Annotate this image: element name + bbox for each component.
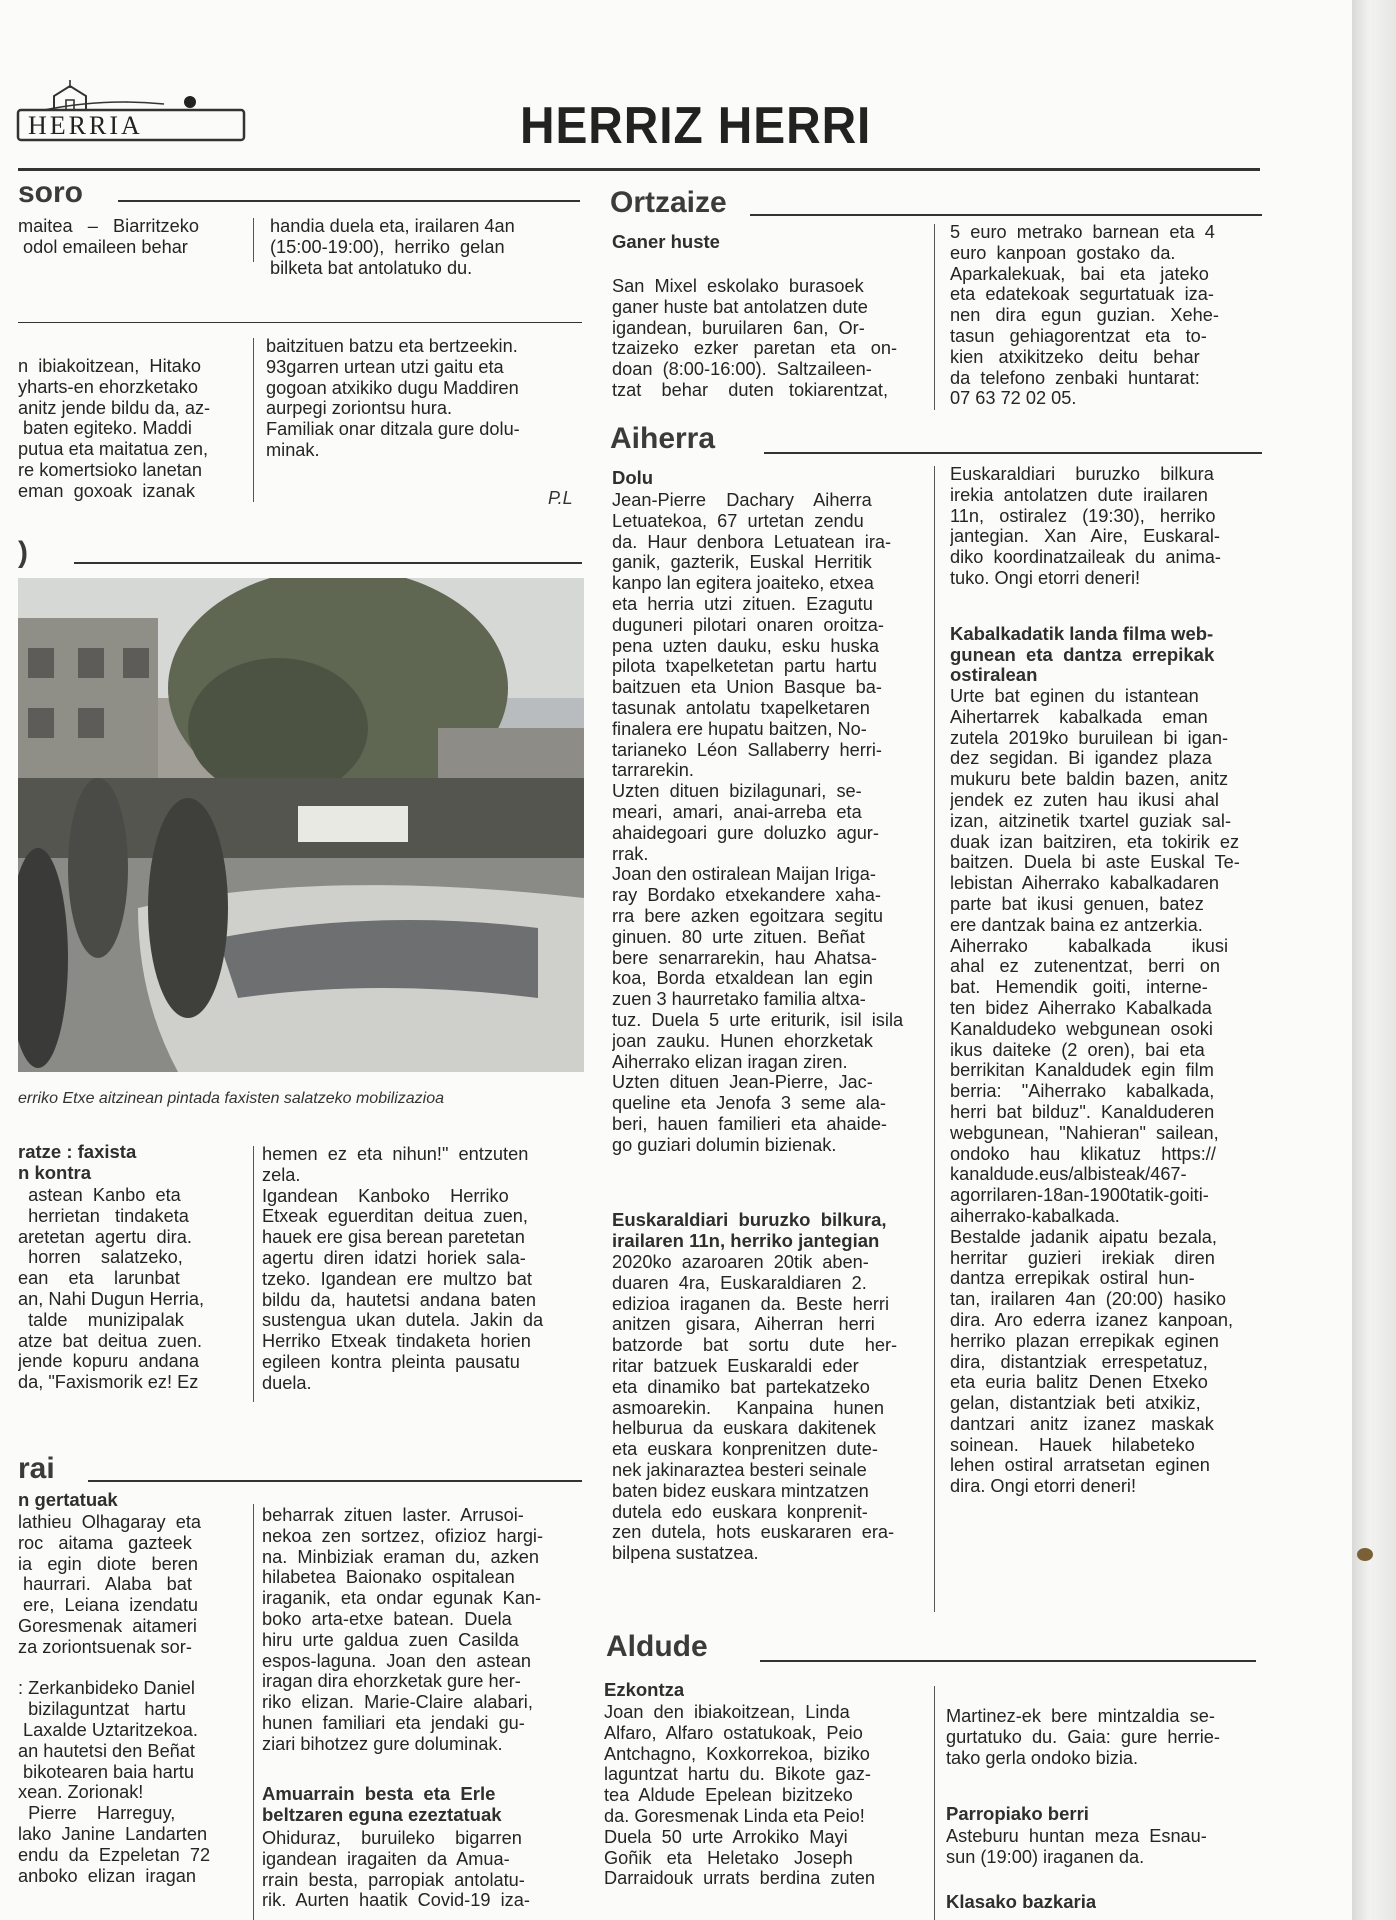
article-subheading: n gertatuak — [18, 1490, 118, 1510]
section-rule — [74, 562, 582, 564]
column-divider — [934, 466, 935, 1612]
column-divider — [934, 1686, 935, 1920]
page-edge — [1352, 0, 1396, 1920]
article-text: Urte bat eginen du istantean Aihertarrek kabalkada eman zutela 2019ko buruilean bi igan- dez segidan. Bi igandez plaza mukuru bete baldin bazen, anitz jendek ez zuten hau ikusi ahal izan, aitzinetik txartel guziak sal- duak izan baitziren, eta tokirik ez baitzen. Duela bi aste Euskal Te- lebistan Aiherrako kabalkadaren parte bat ikusi genuen, batez ere dantzak baina ez antzerkia. Aiherrako kabalkada ikusi ahal ez zutenentzat, berri on bat. Hemendik goiti, interne- ten bidez Aiherrako Kabalkada Kanaldudeko webgunean osoki ikus daiteke (2 oren), bai eta berrikitan Kanaldudek egin film berria: "Aiherrako kabalkada, herri bat bilduz". Kanalduderen webgunean, "Nahieran" sailean, ondoko hau klikatuz https:// kanaldude.eus/albisteak/467- agorrilaren-18an-1900tatik-goiti- aiherrako-kabalkada. Bestalde jadanik aipatu bezala, herritar guzieri irekiak diren dantza errepikak ostiral hun- tan, irailaren 4an (20:00) hasiko dira. Aro ederra izanez kanpoan, herriko plazan errepikak eginen dira, distantziak errespetatuz, eta euria balitz Denen Etxeko gelan, distantziak beti atxikiz, dantzari anitz izanez maskak soinean. Hauek hilabeteko lehen ostiral arratsetan eginen dira. Ongi etorri deneri! — [950, 686, 1240, 1497]
article-text: Ohiduraz, buruileko bigarren igandean iragaiten da Amua- rrain besta, parropiak antolatu- rik. Aurten haatik Covid-19 iza- — [262, 1828, 530, 1911]
article-text: 2020ko azaroaren 20tik aben- duaren 4ra, Euskaraldiaren 2. edizioa iraganen da. Beste herri anitzen gisara, Aiherran herri batzorde bat sortu dute her- ritar batzuek Euskaraldi eder eta dinamiko bat partekatzeko asmoarekin. Kanpaina hunen helburua da euskara dakitenek eta euskara konprenitzen dute- nek jakinarazteа besteri seinale baten bidez euskara mintzatzen dutela edo euskara konprenit- zen dutela, hots euskararen era- bilpena sustatzea. — [612, 1252, 898, 1564]
page-title: HERRIZ HERRI — [520, 97, 872, 155]
article-text: Jean-Pierre Dachary Aiherra Letuatekoa, 67 urtetan zendu da. Haur denbora Letuatean ira- ganik, gazterik, Euskal Herritik kanpo lan egitera joaiteko, etxea eta herria utzi zituen. Ezagutu dugunerі pilotari onaren oroitza- pena uzten dauku, esku huska pilota txapelketetan partu hartu baitzuen eta Union Basque ba- tasunak antolatu txapelketaren finalera ere hupatu baitzen, No- tarianeko Léon Sallaberry herri- tarrarekin. Uzten dituen bizilagunari, se- meari, amari, anai-arreba eta ahaidegoari gure doluzko agur- rrak. Joan den ostiralean Maijan Iriga- ray Bordako etxekandere xaha- rra bere azken egoitzara segitu ginuen. 80 urte zituen. Beñat bere senarrarekin, hau Ahatsa- koa, Borda etxaldean lan egin zuen 3 haurretako familia altxa- tuz. Duela 5 urte eriturik, isil isila joan zauku. Hunen ehorzketak Aiherrako elizan iragan ziren. Uzten dituen Jean-Pierre, Jac- queline eta Jenofa 3 seme ala- beri, hauen familieri eta ahaide- go guziari dolumin bizienak. — [612, 490, 904, 1155]
article-text: maitea – Biarritzeko odol emaileen behar — [18, 216, 199, 257]
article-subheading: Dolu — [612, 468, 654, 488]
section-rule — [18, 322, 582, 323]
article-subheading: Kabalkadatik landa filma web- gunean eta dantza errepikak ostiralean — [950, 624, 1215, 685]
article-text: San Mixel eskolako burasoek ganer huste bat antolatzen dute igandean, buruilaren 6an, Or- tzaizeko ezker paretan eta on- doan (8:00-16:00). Saltzaileen- tzat behar duten tokiarentzat, — [612, 276, 898, 400]
article-text: Euskaraldiari buruzko bilkura irekia antolatzen dute irailaren 11n, ostiralez (19:30), herriko jantegian. Xan Aire, Euskaral- diko koordinatzaileak du anima- tuko. Ongi etorri deneri! — [950, 464, 1221, 588]
article-subheading: Ezkontza — [604, 1680, 685, 1700]
article-text: handia duela eta, irailaren 4an (15:00-19:00), herriko gelan bilketa bat antolatuko du. — [270, 216, 515, 278]
article-text: astean Kanbo eta herrietan tindaketa aretetan agertu dira. horren salatzeko, ean eta larunbat an, Nahi Dugun Herria, talde munizipalak atze bat deitua zuen. jende kopuru andana da, "Faxismorik ez! Ez — [18, 1185, 205, 1393]
section-heading-aiherra: Aiherra — [610, 422, 716, 455]
section-rule — [760, 1660, 1256, 1662]
article-subheading: Euskaraldiari buruzko bilkura, irailaren 11n, herriko jantegian — [612, 1210, 887, 1251]
section-rule — [88, 1480, 582, 1482]
author-signature: P.L — [548, 488, 573, 508]
article-text: n ibiakoitzean, Hitako yharts-en ehorzketako anitz jende bildu da, az- baten egiteko. Maddi putua eta maitatua zen, re komertsioko lanetan eman goxoak izanak — [18, 356, 211, 501]
column-divider — [253, 1504, 254, 1920]
article-text: beharrak zituen laster. Arrusoi- nekoa zen sortzez, ofizioz hargi- na. Minbiziak eraman du, azken hilabetea Baionako ospitalean iraganik, eta ondar egunak Kan- boko arta-etxe batean. Duela hiru urte galdua zuen Casilda espos-laguna. Joan den astean iragan dira ehorzketak gure her- riko elizan. Marie-Claire alabari, hunen familiari eta jendaki gu- ziari bihotzez gure doluminak. — [262, 1505, 544, 1754]
section-rule — [118, 200, 580, 202]
article-text: Joan den ibiakoitzean, Linda Alfaro, Alfaro ostatukoak, Peio Antchagno, Koxkorrekoa, biziko laguntzat hartu du. Bikote gaz- tea Aldude Epelean bizitzeko da. Goresmenak Linda eta Peio! Duela 50 urte Arrokiko Mayi Goñik eta Heletako Joseph Darraidouk urrats berdina zuten — [604, 1702, 875, 1889]
article-text: hemen ez eta nihun!" entzuten zela. Igandean Kanboko Herriko Etxeak eguerditan deitua zuen, hauek ere gisa berean paretetan agertu diren idatzi horiek sala- tzeko. Igandean ere multzo bat bildu da, hautetsi andana baten sustengua ukan dutela. Jakin da Herriko Etxeak tindaketa horien egileen kontra pleinta pausatu duela. — [262, 1144, 544, 1393]
column-divider — [253, 1146, 254, 1402]
column-divider — [253, 218, 254, 262]
column-divider — [253, 338, 254, 502]
article-subheading: ratze : faxista n kontra — [18, 1142, 137, 1183]
article-subheading: Ganer huste — [612, 232, 720, 252]
section-heading-aldude: Aldude — [606, 1630, 708, 1663]
article-subheading: Amuarrain besta eta Erle beltzaren eguna ezeztatuak — [262, 1784, 502, 1825]
herria-logo — [14, 80, 250, 148]
article-text: lathieu Olhagaray eta roc aitama gazteek ia egin diote beren haurrari. Alaba bat ere, Leiana izendatu Goresmenak aitameri za zoriontsuenak sor- : Zerkanbideko Daniel bizilaguntzat hartu Laxalde Uztaritzekoa. an hautetsi den Beñat bikotearen baia hartu xean. Zorionak! Pierre Harreguy, lako Janine Landarten endu da Ezpeletan 72 anboko elizan iragan — [18, 1512, 211, 1886]
article-text: baitzituen batzu eta bertzeekin. 93garren urtean utzi gaitu eta gogoan atxikiko dugu Maddiren aurpegi zoriontsu hura. Familiak onar ditzala gure dolu- minak. — [266, 336, 520, 460]
paper-stain — [1357, 1548, 1373, 1561]
article-text: Asteburu huntan meza Esnau- sun (19:00) iraganen da. — [946, 1826, 1207, 1867]
article-text: Martinez-ek bere mintzaldia se- gurtatuko du. Gaia: gure herrie- tako gerla ondoko bizia. — [946, 1706, 1220, 1768]
photo-caption: erriko Etxe aitzinean pintada faxisten salatzeko mobilizazioa — [18, 1090, 445, 1107]
column-divider — [934, 224, 935, 410]
section-rule — [750, 214, 1262, 216]
mobilization-photo — [18, 578, 584, 1072]
section-heading-ortzaize: Ortzaize — [610, 186, 727, 219]
section-heading: rai — [18, 1452, 55, 1485]
section-rule — [764, 452, 1262, 454]
section-heading-soro: soro — [18, 176, 84, 209]
section-heading: ) — [18, 536, 28, 569]
header-rule — [18, 168, 1260, 171]
article-text: 5 euro metrako barnean eta 4 euro kanpoan gostako da. Aparkalekuak, bai eta jateko eta edatekoak segurtatuak iza- nen dira egun guzian. Xehe- tasun gehiagorentzat eta to- kien atxikitzeko deitu behar da telefono zenbaki huntarat: 07 63 72 02 05. — [950, 222, 1219, 409]
logo-text: HERRIA — [28, 111, 143, 140]
article-subheading: Klasako bazkaria — [946, 1892, 1097, 1912]
article-subheading: Parropiako berri — [946, 1804, 1089, 1824]
